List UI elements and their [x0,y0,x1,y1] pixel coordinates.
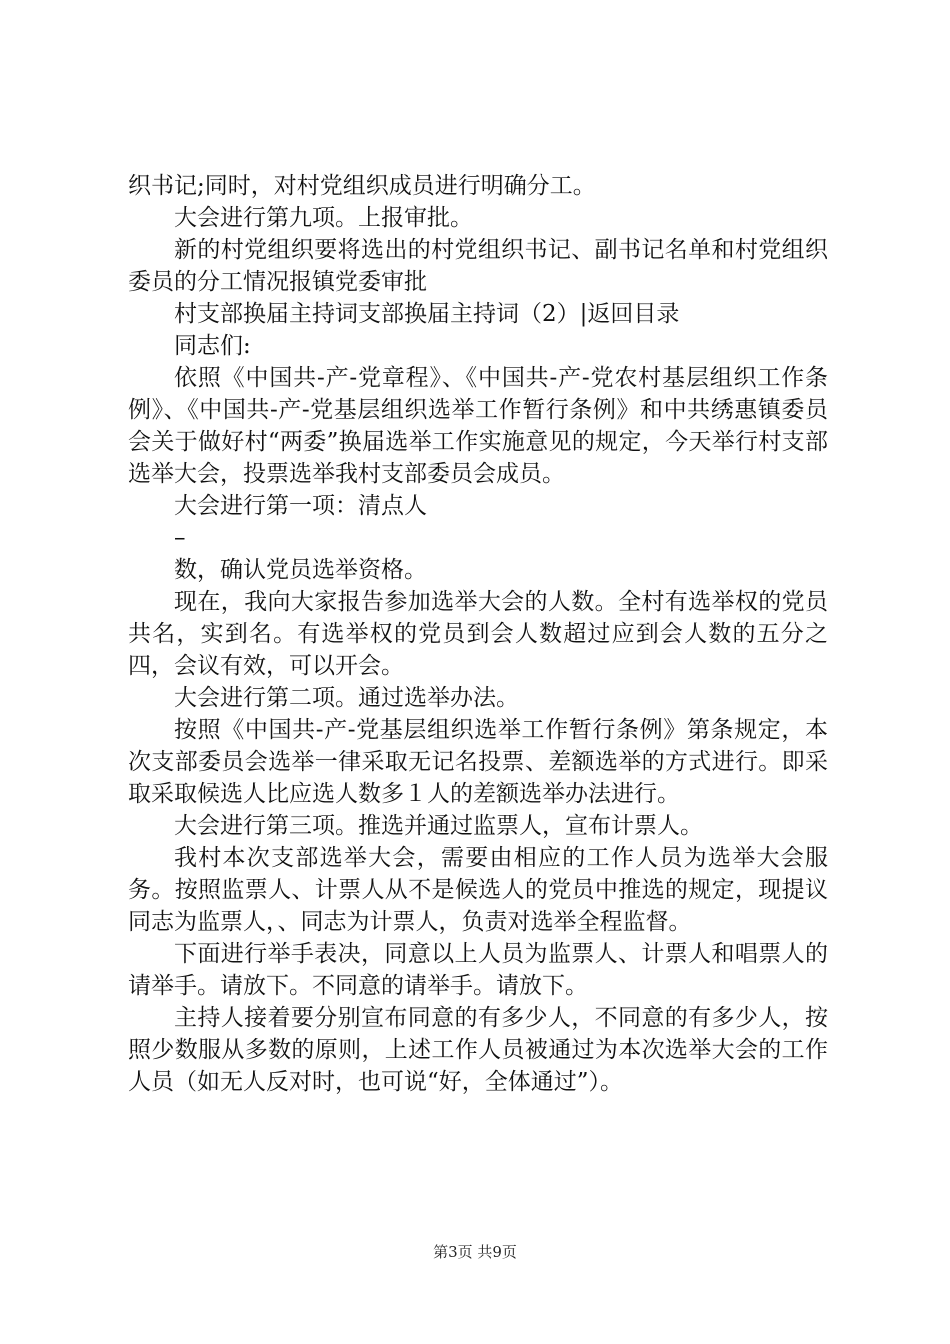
paragraph: 新的村党组织要将选出的村党组织书记、副书记名单和村党组织委员的分工情况报镇党委审批 [128,237,828,295]
paragraph: 数，确认党员选举资格。 [174,557,427,583]
paragraph: 大会进行第三项。推选并通过监票人，宣布计票人。 [174,813,703,839]
paragraph: 下面进行举手表决，同意以上人员为监票人、计票人和唱票人的请举手。请放下。不同意的请举手。请放下。 [128,941,828,999]
paragraph: 我村本次支部选举大会，需要由相应的工作人员为选举大会服务。按照监票人、计票人从不是候选人的党员中推选的规定，现提议同志为监票人，、同志为计票人，负责对选举全程监督。 [128,845,828,935]
paragraph: 按照《中国共-产-党基层组织选举工作暂行条例》第条规定，本次支部委员会选举一律采取无记名投票、差额选举的方式进行。即采取采取候选人比应选人数多１人的差额选举办法进行。 [128,717,828,807]
paragraph: 大会进行第一项：清点人 [174,493,427,519]
paragraph: 依照《中国共-产-党章程》、《中国共-产-党农村基层组织工作条例》、《中国共-产-党基层组织选举工作暂行条例》和中共绣惠镇委员会关于做好村“两委”换届选举工作实施意见的规定，今天举行村支部选举大会，投票选举我村支部委员会成员。 [128,365,828,487]
paragraph: 主持人接着要分别宣布同意的有多少人，不同意的有多少人，按照少数服从多数的原则，上述工作人员被通过为本次选举大会的工作人员（如无人反对时，也可说“好，全体通过”）。 [128,1005,828,1095]
document-body [128,170,828,1098]
paragraph: 大会进行第二项。通过选举办法。 [174,685,519,711]
section-heading: 村支部换届主持词支部换届主持词（2）|返回目录 [174,301,680,327]
paragraph: – [174,525,186,551]
page-number-footer: 第3页 共9页 [433,1243,517,1261]
paragraph: 织书记;同时，对村党组织成员进行明确分工。 [128,173,596,199]
paragraph: 大会进行第九项。上报审批。 [174,205,473,231]
salutation: 同志们: [174,333,251,359]
paragraph: 现在，我向大家报告参加选举大会的人数。全村有选举权的党员共名，实到名。有选举权的党员到会人数超过应到会人数的五分之四，会议有效，可以开会。 [128,589,828,679]
